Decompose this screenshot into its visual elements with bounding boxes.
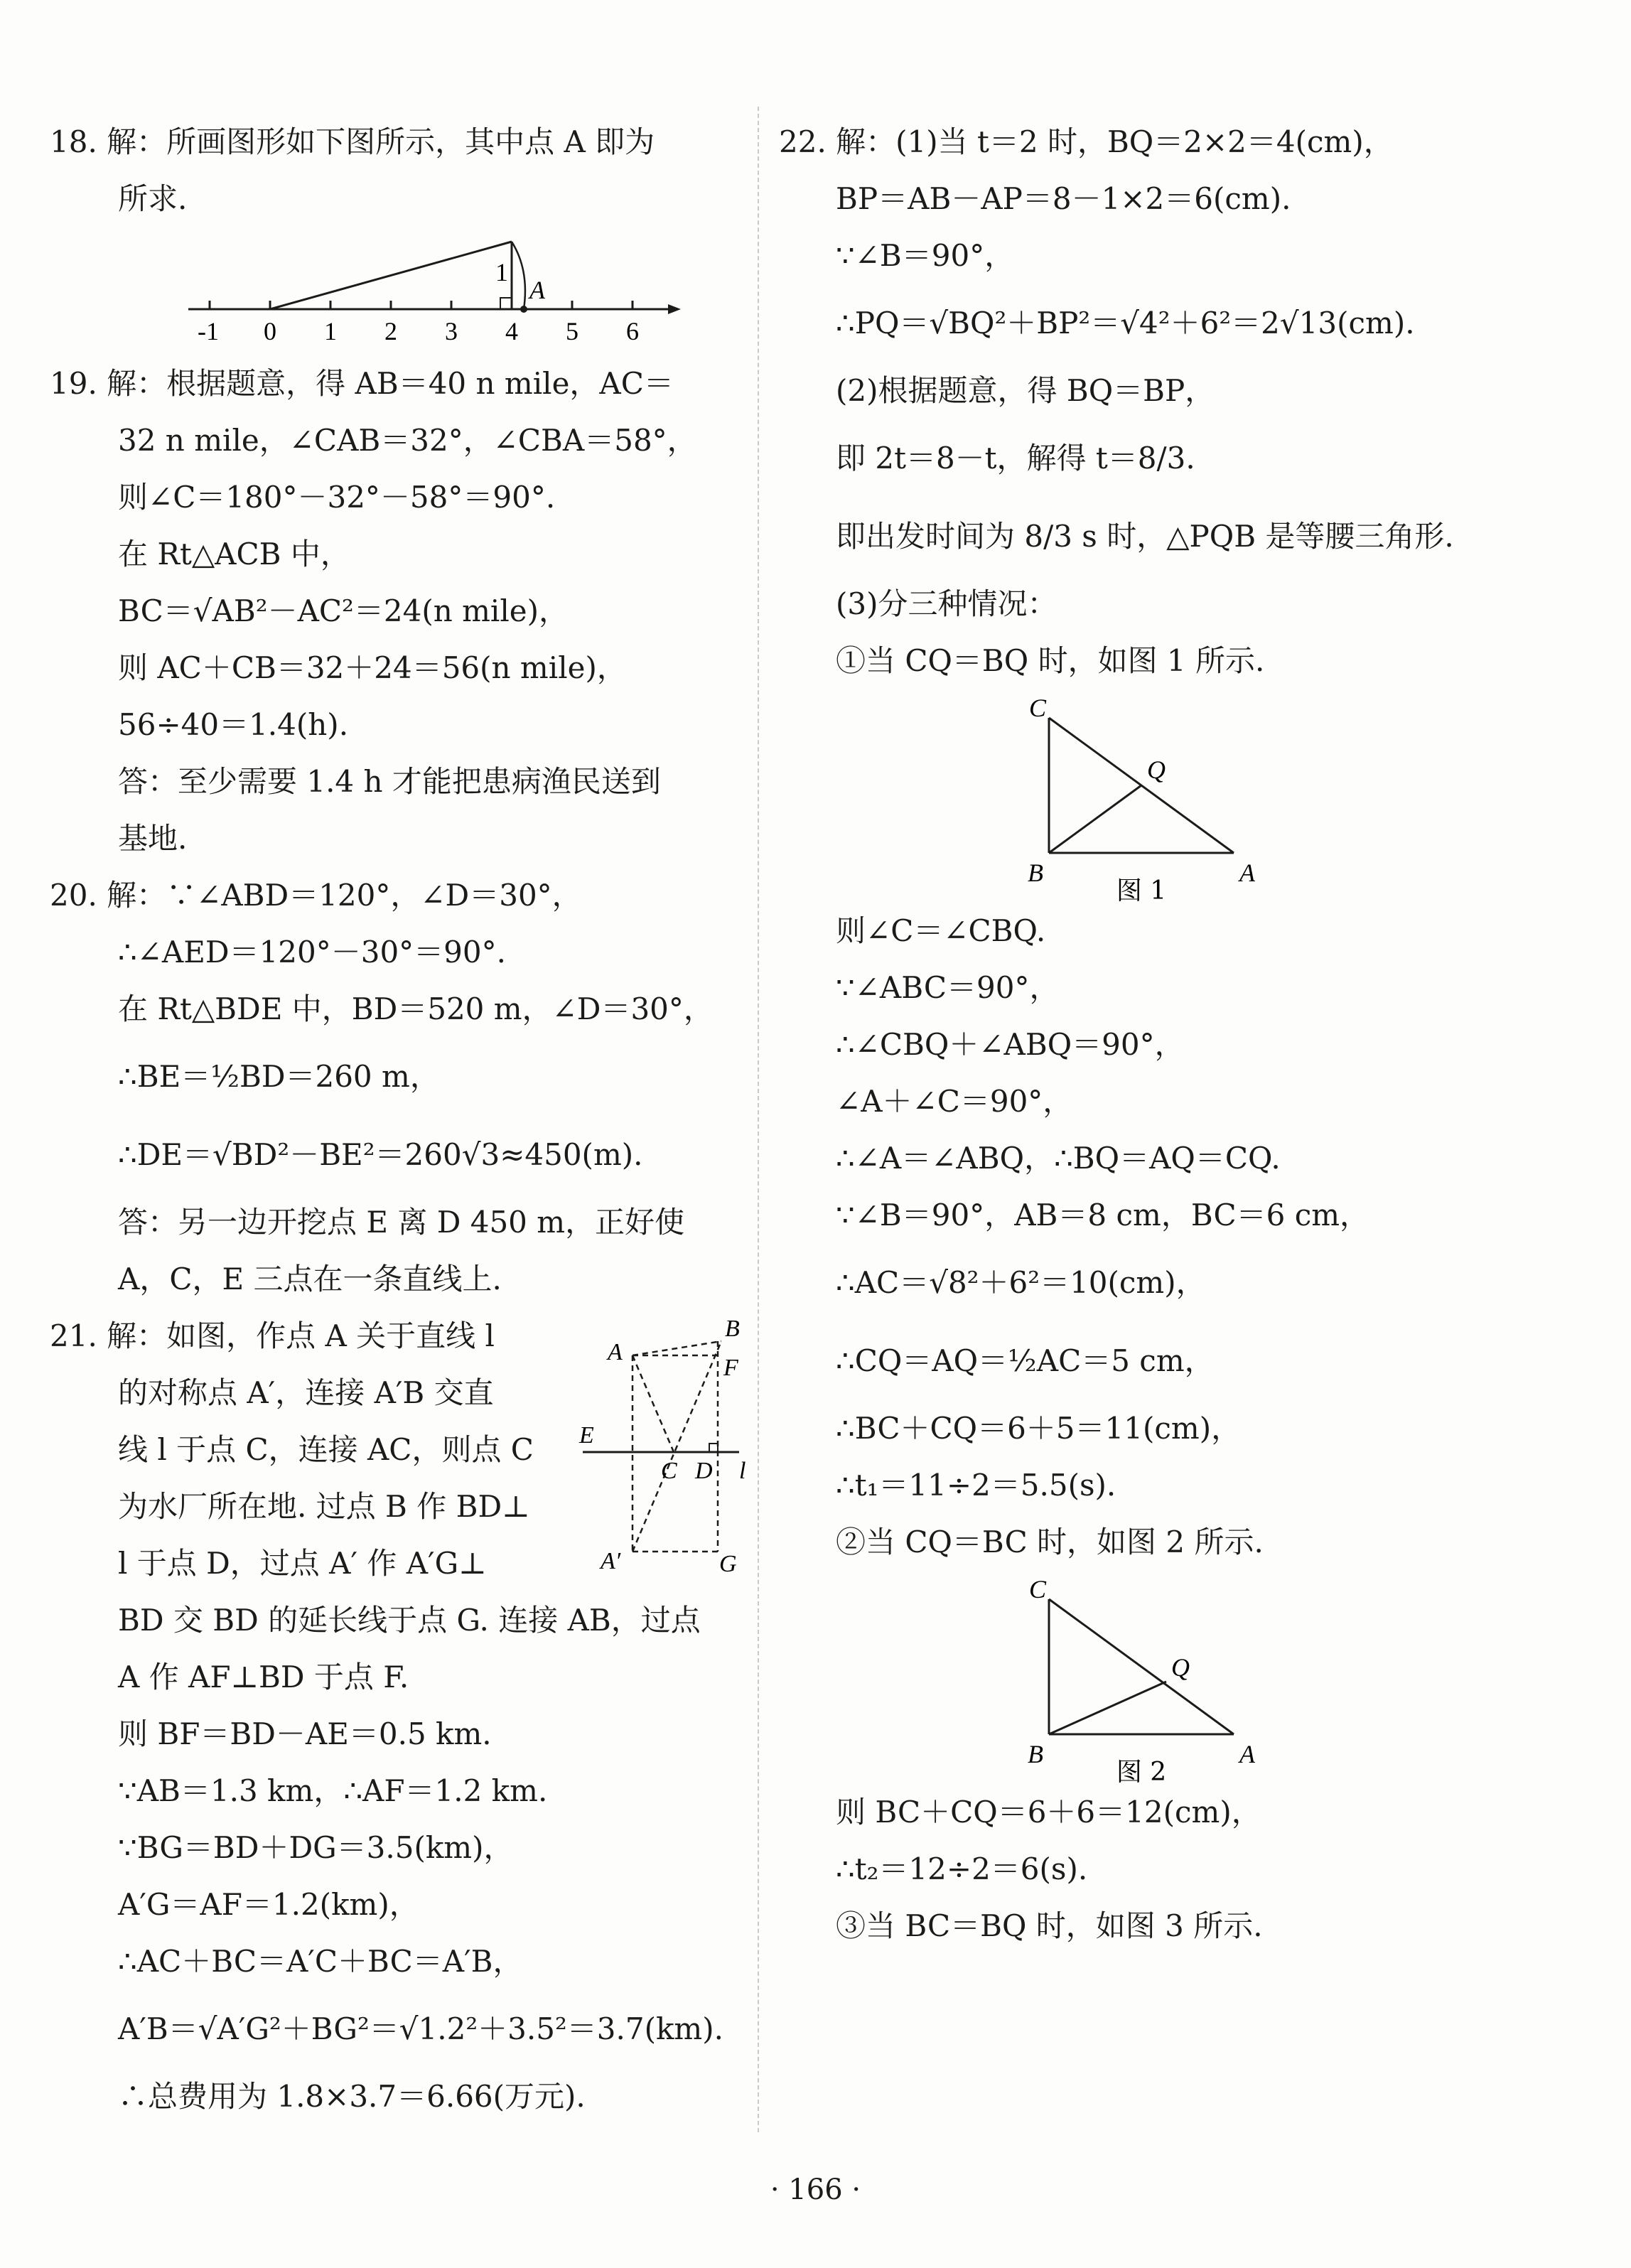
number-line-figure bbox=[50, 227, 753, 355]
q21-line: 为水厂所在地. 过点 B 作 BD⊥ bbox=[118, 1489, 530, 1524]
question-20 bbox=[50, 867, 753, 1308]
q22-line: ∴AC＝√8²＋6²＝10(cm)， bbox=[836, 1265, 1206, 1300]
fig2-label: B bbox=[1028, 1740, 1043, 1768]
q19-line: 56÷40＝1.4(h). bbox=[118, 707, 349, 742]
question-22 bbox=[779, 114, 1482, 1955]
point-a-label: A bbox=[529, 276, 545, 304]
q21-line: A′B＝√A′G²＋BG²＝√1.2²＋3.5²＝3.7(km). bbox=[118, 2011, 723, 2046]
fig21-label: C bbox=[661, 1458, 677, 1484]
tick-label: 5 bbox=[566, 317, 578, 345]
q22-line: 22. 解：(1)当 t＝2 时，BQ＝2×2＝4(cm)， bbox=[779, 124, 1394, 159]
q19-line: 则∠C＝180°－32°－58°＝90°. bbox=[118, 480, 556, 515]
figure-1 bbox=[779, 689, 1482, 903]
q19-line: 基地. bbox=[118, 821, 188, 856]
tick-label: 1 bbox=[324, 317, 337, 345]
fig1-label: A bbox=[1239, 859, 1255, 887]
fig21-label: A bbox=[608, 1339, 623, 1365]
q21-line: 21. 解：如图，作点 A 关于直线 l bbox=[50, 1318, 495, 1353]
q22-line: ∴∠A＝∠ABQ，∴BQ＝AQ＝CQ. bbox=[836, 1141, 1281, 1176]
tick-label: 4 bbox=[505, 317, 518, 345]
q20-line: ∴∠AED＝120°－30°＝90°. bbox=[118, 935, 506, 969]
q22-line: ③当 BC＝BQ 时，如图 3 所示. bbox=[836, 1908, 1263, 1943]
fig21-label: l bbox=[739, 1458, 746, 1484]
q21-line: 线 l 于点 C，连接 AC，则点 C bbox=[118, 1432, 534, 1467]
q22-line: (3)分三种情况： bbox=[836, 586, 1057, 621]
tick-label: 3 bbox=[445, 317, 458, 345]
water-plant-figure bbox=[569, 1304, 753, 1574]
page-number: · 166 · bbox=[770, 2173, 861, 2206]
q22-line: (2)根据题意，得 BQ＝BP， bbox=[836, 373, 1215, 408]
fig1-label: B bbox=[1028, 859, 1043, 887]
q22-line: ∵∠B＝90°， bbox=[836, 238, 1015, 273]
tick-label: 0 bbox=[264, 317, 276, 345]
question-19 bbox=[50, 355, 753, 867]
figure-2 bbox=[779, 1571, 1482, 1784]
fig2-caption: 图 2 bbox=[1116, 1758, 1167, 1784]
tick-label: 2 bbox=[384, 317, 397, 345]
q20-line: ∴DE＝√BD²－BE²＝260√3≈450(m). bbox=[118, 1137, 643, 1172]
fig21-label: F bbox=[723, 1355, 738, 1381]
figure-2-svg bbox=[779, 1571, 1482, 1784]
q22-line: BP＝AB－AP＝8－1×2＝6(cm). bbox=[836, 181, 1291, 216]
q22-line: ∵∠ABC＝90°， bbox=[836, 970, 1060, 1005]
q21-line: l 于点 D，过点 A′ 作 A′G⊥ bbox=[118, 1546, 487, 1581]
q18-line: 所求. bbox=[118, 181, 188, 216]
q20-line: 答：另一边开挖点 E 离 D 450 m，正好使 bbox=[118, 1205, 685, 1240]
q19-line: 在 Rt△ACB 中， bbox=[118, 537, 350, 571]
q20-line: 20. 解：∵∠ABD＝120°，∠D＝30°， bbox=[50, 878, 582, 913]
q21-line: ∴AC＋BC＝A′C＋BC＝A′B， bbox=[118, 1944, 523, 1979]
fig21-label: E bbox=[579, 1422, 594, 1449]
fig21-label: B bbox=[725, 1316, 740, 1342]
q22-line: ∴t₁＝11÷2＝5.5(s). bbox=[836, 1468, 1116, 1503]
q19-line: 32 n mile，∠CAB＝32°，∠CBA＝58°， bbox=[118, 423, 697, 458]
q19-line: 19. 解：根据题意，得 AB＝40 n mile，AC＝ bbox=[50, 366, 674, 401]
fig2-label: C bbox=[1029, 1575, 1047, 1603]
fig1-label: C bbox=[1029, 694, 1047, 722]
fig21-label: A′ bbox=[601, 1548, 621, 1574]
tick-label: -1 bbox=[198, 317, 219, 345]
q20-line: 在 Rt△BDE 中，BD＝520 m，∠D＝30°， bbox=[118, 991, 714, 1026]
q22-line: 则∠C＝∠CBQ. bbox=[836, 913, 1046, 948]
fig2-label: Q bbox=[1171, 1653, 1190, 1682]
q22-line: 即 2t＝8－t，解得 t＝8/3. bbox=[836, 441, 1195, 475]
column-divider bbox=[758, 107, 759, 2132]
q19-line: 答：至少需要 1.4 h 才能把患病渔民送到 bbox=[118, 764, 661, 799]
q22-line: ∴∠CBQ＋∠ABQ＝90°， bbox=[836, 1027, 1185, 1062]
q21-line: ∴总费用为 1.8×3.7＝6.66(万元). bbox=[118, 2079, 586, 2114]
q22-line: 即出发时间为 8/3 s 时，△PQB 是等腰三角形. bbox=[836, 519, 1454, 554]
q21-line: 的对称点 A′，连接 A′B 交直 bbox=[118, 1375, 494, 1410]
right-column bbox=[779, 114, 1482, 1955]
q18-line: 18. 解：所画图形如下图所示，其中点 A 即为 bbox=[50, 124, 655, 159]
q21-line: A′G＝AF＝1.2(km)， bbox=[118, 1887, 419, 1922]
left-column bbox=[50, 114, 753, 2125]
q20-line: A，C，E 三点在一条直线上. bbox=[118, 1262, 502, 1296]
number-line-svg bbox=[50, 227, 753, 355]
q22-line: ②当 CQ＝BC 时，如图 2 所示. bbox=[836, 1525, 1264, 1559]
q22-line: 则 BC＋CQ＝6＋6＝12(cm)， bbox=[836, 1795, 1261, 1829]
q22-line: ∠A＋∠C＝90°， bbox=[836, 1084, 1073, 1119]
fig21-label: D bbox=[695, 1458, 713, 1484]
tick-label: 6 bbox=[626, 317, 639, 345]
figure-1-svg bbox=[779, 689, 1482, 903]
q21-line: ∵AB＝1.3 km，∴AF＝1.2 km. bbox=[118, 1773, 548, 1808]
q21-line: A 作 AF⊥BD 于点 F. bbox=[118, 1660, 409, 1694]
q22-line: ∵∠B＝90°，AB＝8 cm，BC＝6 cm， bbox=[836, 1198, 1370, 1232]
fig2-label: A bbox=[1239, 1740, 1255, 1768]
q22-line: ∴t₂＝12÷2＝6(s). bbox=[836, 1852, 1088, 1886]
q22-line: ①当 CQ＝BQ 时，如图 1 所示. bbox=[836, 643, 1265, 678]
q22-line: ∴BC＋CQ＝6＋5＝11(cm)， bbox=[836, 1411, 1242, 1446]
q21-line: BD 交 BD 的延长线于点 G. 连接 AB，过点 bbox=[118, 1603, 701, 1638]
q21-line: 则 BF＝BD－AE＝0.5 km. bbox=[118, 1716, 492, 1751]
fig1-label: Q bbox=[1147, 756, 1166, 784]
q19-line: 则 AC＋CB＝32＋24＝56(n mile)， bbox=[118, 650, 627, 685]
q21-line: ∵BG＝BD＋DG＝3.5(km)， bbox=[118, 1830, 514, 1865]
q19-line: BC＝√AB²－AC²＝24(n mile)， bbox=[118, 593, 569, 628]
question-18 bbox=[50, 114, 753, 355]
q22-line: ∴CQ＝AQ＝½AC＝5 cm， bbox=[836, 1343, 1215, 1378]
q20-line: ∴BE＝½BD＝260 m， bbox=[118, 1059, 440, 1094]
fig1-caption: 图 1 bbox=[1116, 876, 1167, 903]
segment-length-label: 1 bbox=[495, 258, 508, 286]
question-21 bbox=[50, 1308, 753, 2125]
q22-line: ∴PQ＝√BQ²＋BP²＝√4²＋6²＝2√13(cm). bbox=[836, 306, 1415, 340]
fig21-label: G bbox=[719, 1551, 737, 1574]
